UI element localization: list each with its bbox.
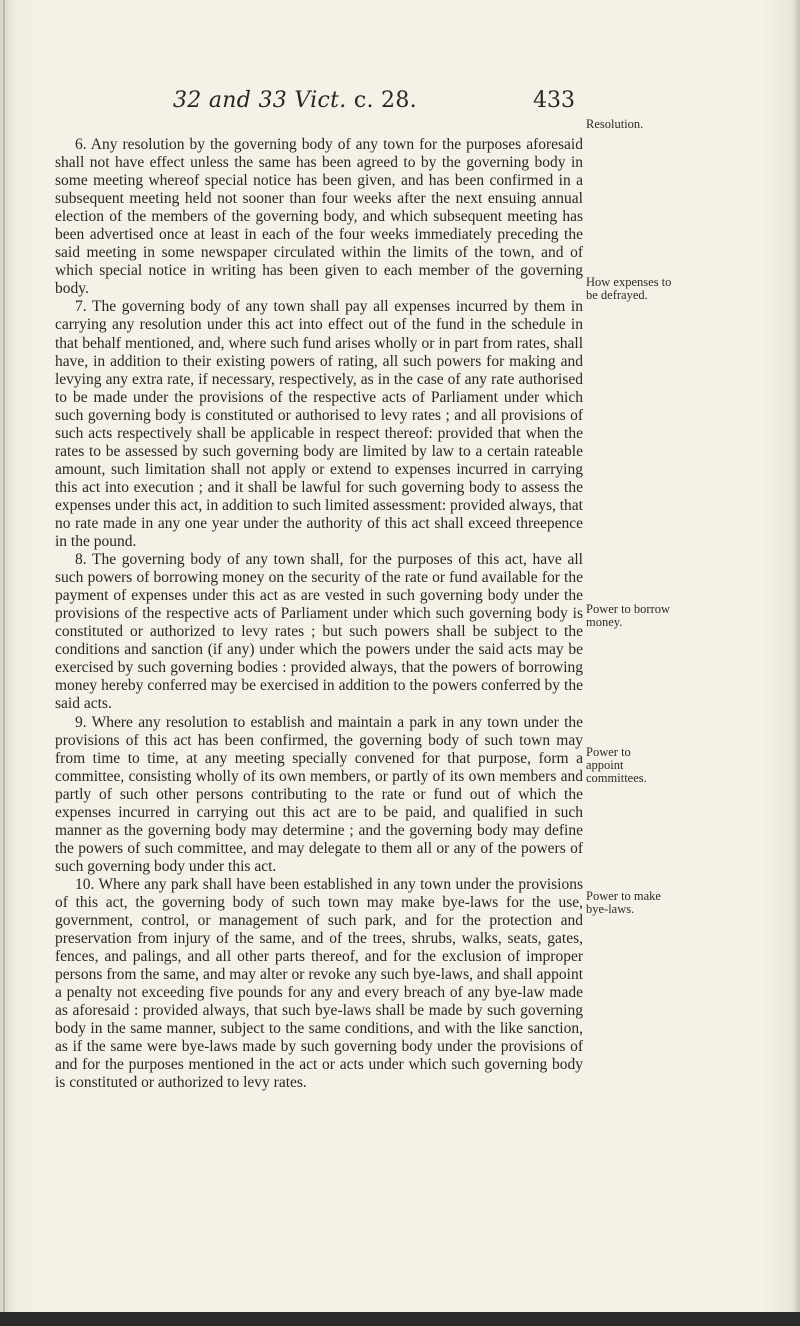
page-edge	[794, 0, 800, 1326]
section-6: 6. Any resolution by the governing body of any town for the purposes aforesaid shall not have effect unless the same has been agreed to by the governing body in some meeting whereof special notice has been given, and has been confirmed in a subsequent meeting held not sooner than four weeks after the next ensuing annual election of the members of the governing body, and which subsequent meeting has been advertised once at least in each of the four weeks immediately preceding the said meeting in some newspaper circulated within the limits of the town, and of which special notice in writing has been given to each member of the governing body.	[55, 136, 583, 298]
acts-number: 32 and 33	[173, 88, 288, 113]
running-head	[173, 88, 417, 113]
section-7: 7. The governing body of any town shall pay all expenses incurred by them in carrying any resolution under this act into effect out of the fund in the schedule in that behalf mentioned, and, where such fund arises wholly or in part from rates, shall have, in addition to their existing powers of rating, all such powers for making and levying any extra rate, if necessary, respectively, as in the case of any rate authorised to be made under the provisions of the respective acts of Parliament under which such governing body is constituted or authorised to levy rates ; and all provisions of such acts respectively shall be applicable in respect thereof: provided that when the rates to be assessed by such governing body are limited by law to a certain rateable amount, such limitation shall not apply or extend to expenses incurred in carrying this act into execution ; and it shall be lawful for such governing body to assess the expenses under this act, in addition to such limited assessment: provided always, that no rate made in any one year under the authority of this act shall exceed threepence in the pound.	[55, 298, 583, 551]
section-8: 8. The governing body of any town shall, for the purposes of this act, have all such powers of borrowing money on the security of the rate or fund available for the payment of expenses under this act as are vested in such governing body under the provisions of the respective acts of Parliament under which such governing body is constituted or authorized to levy rates ; but such powers shall be subject to the conditions and sanction (if any) under which the powers under the said acts may be exercised by such governing bodies : provided always, that the powers of borrowing money hereby conferred may be exercised in addition to the powers conferred by the said acts.	[55, 551, 583, 713]
section-10: 10. Where any park shall have been established in any town under the provisions of this act, the governing body of such town may make bye-laws for the use, government, control, or management of such park, and for the protection and preservation from injury of the same, and of the trees, shrubs, walks, seats, gates, fences, and palings, and all other parts thereof, and for the exclusion of improper persons from the same, and may alter or revoke any such bye-laws, and shall appoint a penalty not exceeding five pounds for any and every breach of any bye-law made as aforesaid : provided always, that such bye-laws shall be made by such governing body in the same manner, subject to the same conditions, and with the like sanction, as if the same were bye-laws made by such governing body under the provisions of and for the purposes mentioned in the act or acts under which such governing body is constituted or authorized to levy rates.	[55, 875, 583, 1092]
statute-text	[55, 136, 583, 1092]
margin-note-bye-laws: Power to make bye-laws.	[586, 889, 661, 916]
page-number: 433	[533, 88, 575, 113]
binding-edge	[3, 0, 5, 1326]
margin-note-resolution: Resolution.	[586, 117, 644, 131]
margin-note-expenses: How expenses to be defrayed.	[586, 275, 672, 302]
margin-note-borrow: Power to borrow money.	[586, 602, 671, 629]
scan-border	[0, 1312, 800, 1326]
chapter: c. 28.	[353, 88, 417, 113]
section-9: 9. Where any resolution to establish and maintain a park in any town under the provisions of this act has been confirmed, the governing body of such town may from time to time, at any meeting specially convened for that purpose, form a committee, consisting wholly of its own members, or partly of its own members and partly of such other persons contributing to the rate or fund out of which the expenses incurred in carrying out this act are to be paid, and qualified in such manner as the governing body may determine ; and the governing body may define the powers of such committee, and may delegate to them all or any of the powers of such governing body under this act.	[55, 713, 583, 875]
margin-note-committees: Power to appoint committees.	[586, 745, 647, 785]
reign: Vict.	[294, 88, 347, 113]
